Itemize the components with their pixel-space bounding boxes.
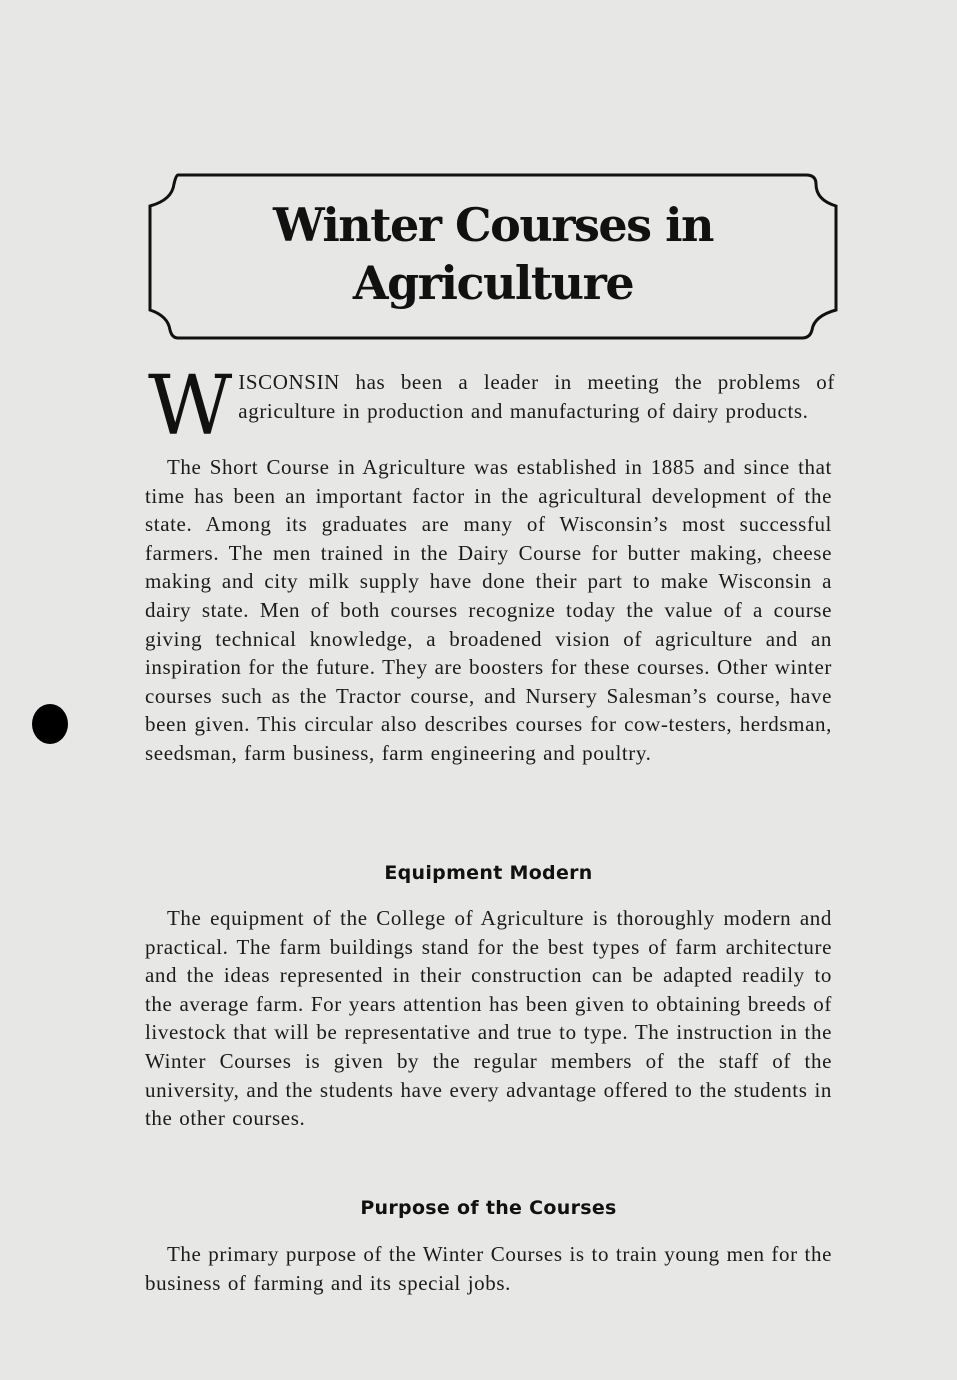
equipment-heading: Equipment Modern [384,862,593,884]
purpose-section [145,1240,832,1297]
title-line-2: Agriculture [352,256,634,310]
purpose-heading: Purpose of the Courses [360,1197,617,1219]
equipment-section [145,904,832,1133]
equipment-paragraph: The equipment of the College of Agriculture is thoroughly modern and practical. The farm buildings stand for the best types of farm architecture and the ideas represented in their construction can be adapted readily to the average farm. For years attention has been given to obtaining breeds of livestock that will be representative and true to type. The instruction in the Winter Courses is given by the regular members of the staff of the university, and the students have every advantage offered to the students in the other courses. [145,906,832,1131]
intro-paragraph [148,359,835,454]
drop-cap: W [148,359,229,454]
title-line-1: Winter Courses in [272,198,713,252]
short-course-section [145,453,832,768]
intro-block [148,359,835,454]
title-frame [148,170,838,342]
page-title [148,196,838,312]
purpose-paragraph: The primary purpose of the Winter Courses is to train young men for the business of farming and its special jobs. [145,1242,832,1295]
intro-text: ISCONSIN has been a leader in meeting the problems of agriculture in production and manufacturing of dairy products. [238,370,835,423]
short-course-paragraph: The Short Course in Agriculture was established in 1885 and since that time has been an important factor in the agricultural development of the state. Among its graduates are many of Wisconsin’s most successful farmers. The men trained in the Dairy Course for butter making, cheese making and city milk supply have done their part to make Wisconsin a dairy state. Men of both courses recognize today the value of a course giving technical knowledge, a broadened vision of agriculture and an inspiration for the future. They are boosters for these courses. Other winter courses such as the Tractor course, and Nursery Salesman’s course, have been given. This circular also describes courses for cow-testers, herdsman, seedsman, farm business, farm engineering and poultry. [145,455,832,765]
punch-hole [32,704,68,744]
